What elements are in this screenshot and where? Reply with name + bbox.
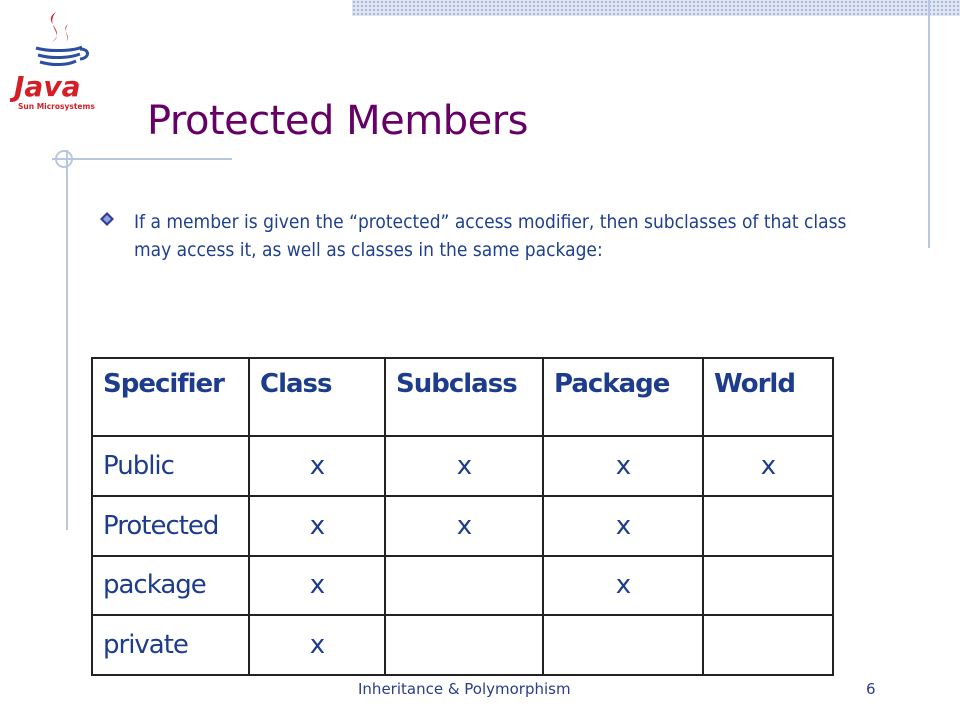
- diamond-bullet-icon: [100, 212, 114, 226]
- decorative-left-line: [66, 150, 68, 530]
- table-cell: [385, 615, 543, 675]
- table-cell: x: [385, 496, 543, 556]
- row-label: Protected: [92, 496, 249, 556]
- decorative-title-line: [52, 158, 232, 160]
- header-specifier: Specifier: [92, 358, 249, 436]
- table-row: [92, 436, 833, 496]
- table-cell: x: [249, 615, 385, 675]
- row-label: package: [92, 556, 249, 616]
- table-cell: [703, 496, 833, 556]
- bullet-text: If a member is given the “protected” access modifier, then subclasses of that class may access it, as well as classes in the same package:: [134, 211, 847, 261]
- table-cell: x: [249, 436, 385, 496]
- row-label: Public: [92, 436, 249, 496]
- table-cell: x: [543, 556, 703, 616]
- table-cell: [703, 615, 833, 675]
- header-subclass: Subclass: [385, 358, 543, 436]
- bullet-item: [100, 208, 880, 264]
- decorative-right-line: [928, 0, 930, 248]
- table-cell: x: [249, 556, 385, 616]
- decorative-top-band: [352, 0, 960, 16]
- access-modifier-table: [91, 357, 834, 676]
- table-cell: [703, 556, 833, 616]
- table-cell: x: [543, 436, 703, 496]
- table-row: [92, 556, 833, 616]
- header-class: Class: [249, 358, 385, 436]
- slide-title: Protected Members: [147, 98, 529, 144]
- table-cell: [543, 615, 703, 675]
- table-row: [92, 496, 833, 556]
- logo-subtitle: Sun Microsystems: [18, 102, 95, 111]
- table-cell: x: [543, 496, 703, 556]
- table-cell: [385, 556, 543, 616]
- header-world: World: [703, 358, 833, 436]
- java-logo: [10, 8, 106, 116]
- table-cell: x: [703, 436, 833, 496]
- header-package: Package: [543, 358, 703, 436]
- table-header-row: [92, 358, 833, 436]
- table-cell: x: [249, 496, 385, 556]
- table-cell: x: [385, 436, 543, 496]
- row-label: private: [92, 615, 249, 675]
- footer-text: Inheritance & Polymorphism: [358, 680, 571, 698]
- logo-word: Java: [14, 70, 81, 103]
- slide-number: 6: [866, 680, 876, 698]
- table-row: [92, 615, 833, 675]
- decorative-ring: [55, 150, 73, 168]
